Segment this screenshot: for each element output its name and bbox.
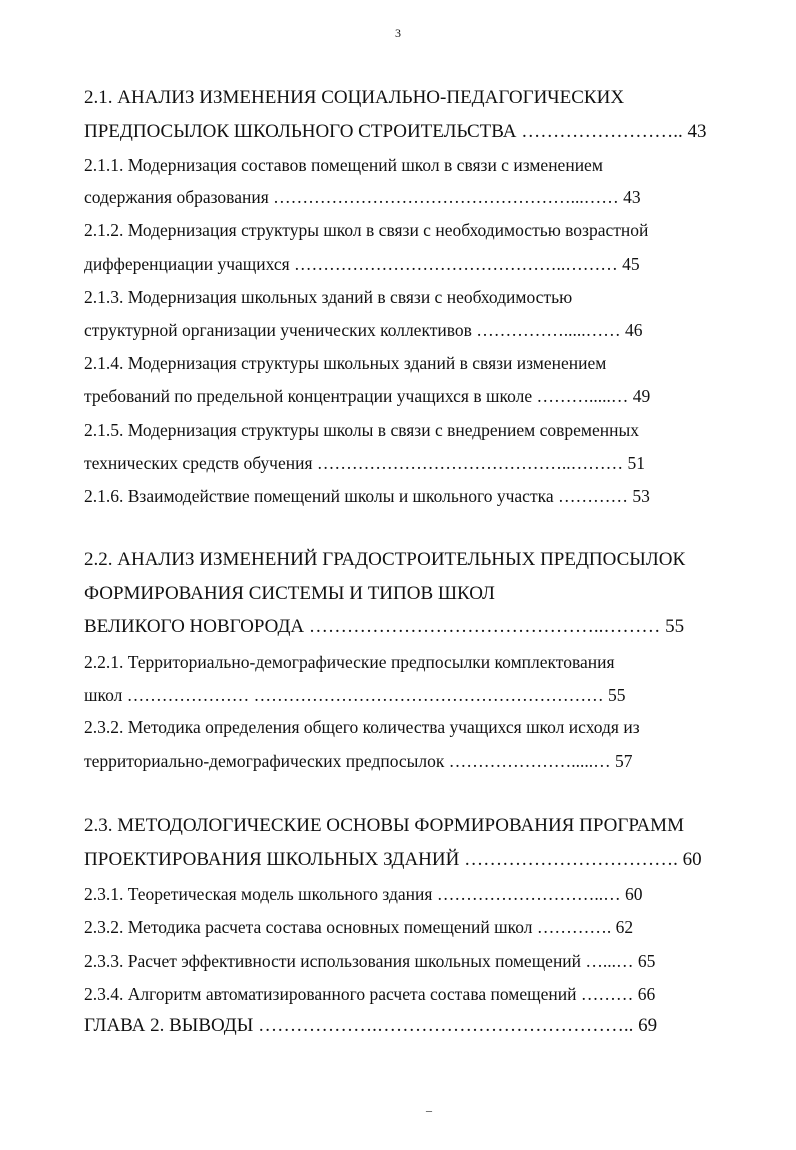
toc-line: технических средств обучения ……………………………………..……… 51 — [84, 453, 646, 473]
toc-line: 2.3.2. Методика расчета состава основных помещений школ …………. 62 — [84, 917, 634, 937]
toc-line: 2.2. АНАЛИЗ ИЗМЕНЕНИЙ ГРАДОСТРОИТЕЛЬНЫХ ПРЕДПОСЫЛОК — [84, 549, 686, 570]
toc-line: 2.1.3. Модернизация школьных зданий в связи с необходимостью — [84, 287, 573, 307]
page-number: 3 — [395, 26, 401, 40]
toc-line: 2.1. АНАЛИЗ ИЗМЕНЕНИЯ СОЦИАЛЬНО-ПЕДАГОГИЧЕСКИХ — [84, 87, 625, 108]
toc-line: ПРЕДПОСЫЛОК ШКОЛЬНОГО СТРОИТЕЛЬСТВА …………………….. 43 — [84, 121, 707, 142]
toc-line: 2.3.3. Расчет эффективности использования школьных помещений …...… 65 — [84, 951, 656, 971]
toc-line: ВЕЛИКОГО НОВГОРОДА ………………………………………..……… 55 — [84, 616, 685, 637]
toc-line: ПРОЕКТИРОВАНИЯ ШКОЛЬНЫХ ЗДАНИЙ ……………………………. 60 — [84, 849, 702, 870]
toc-line: 2.1.4. Модернизация структуры школьных зданий в связи изменением — [84, 353, 607, 373]
toc-line: 2.3. МЕТОДОЛОГИЧЕСКИЕ ОСНОВЫ ФОРМИРОВАНИЯ ПРОГРАММ — [84, 815, 684, 836]
toc-line: 2.3.1. Теоретическая модель школьного здания ………………………..… 60 — [84, 884, 643, 904]
toc-line: требований по предельной концентрации учащихся в школе ……….....… 49 — [84, 386, 651, 406]
toc-line: 2.3.4. Алгоритм автоматизированного расчета состава помещений ……… 66 — [84, 984, 656, 1004]
toc-line: ГЛАВА 2. ВЫВОДЫ ……………….………………………………….. 69 — [84, 1015, 658, 1036]
toc-line: 2.1.1. Модернизация составов помещений школ в связи с изменением — [84, 155, 603, 175]
toc-line: содержания образования ……………………………………………...…… 43 — [84, 187, 641, 207]
toc-line: 2.2.1. Территориально-демографические предпосылки комплектования — [84, 652, 615, 672]
toc-line: структурной организации ученических коллективов …………….....…… 46 — [84, 320, 643, 340]
toc-line: школ ………………… …………………………………………………… 55 — [84, 685, 626, 705]
toc-line: территориально-демографических предпосылок ………………….....… 57 — [84, 751, 633, 771]
toc-line: ФОРМИРОВАНИЯ СИСТЕМЫ И ТИПОВ ШКОЛ — [84, 583, 495, 604]
toc-line: 2.1.6. Взаимодействие помещений школы и школьного участка ………… 53 — [84, 486, 650, 506]
footer-mark: _ — [426, 1099, 432, 1113]
toc-line: 2.1.5. Модернизация структуры школы в связи с внедрением современных — [84, 420, 639, 440]
toc-line: 2.1.2. Модернизация структуры школ в связи с необходимостью возрастной — [84, 220, 649, 240]
toc-line: 2.3.2. Методика определения общего количества учащихся школ исходя из — [84, 717, 640, 737]
toc-line: дифференциации учащихся ………………………………………..……… 45 — [84, 254, 640, 274]
